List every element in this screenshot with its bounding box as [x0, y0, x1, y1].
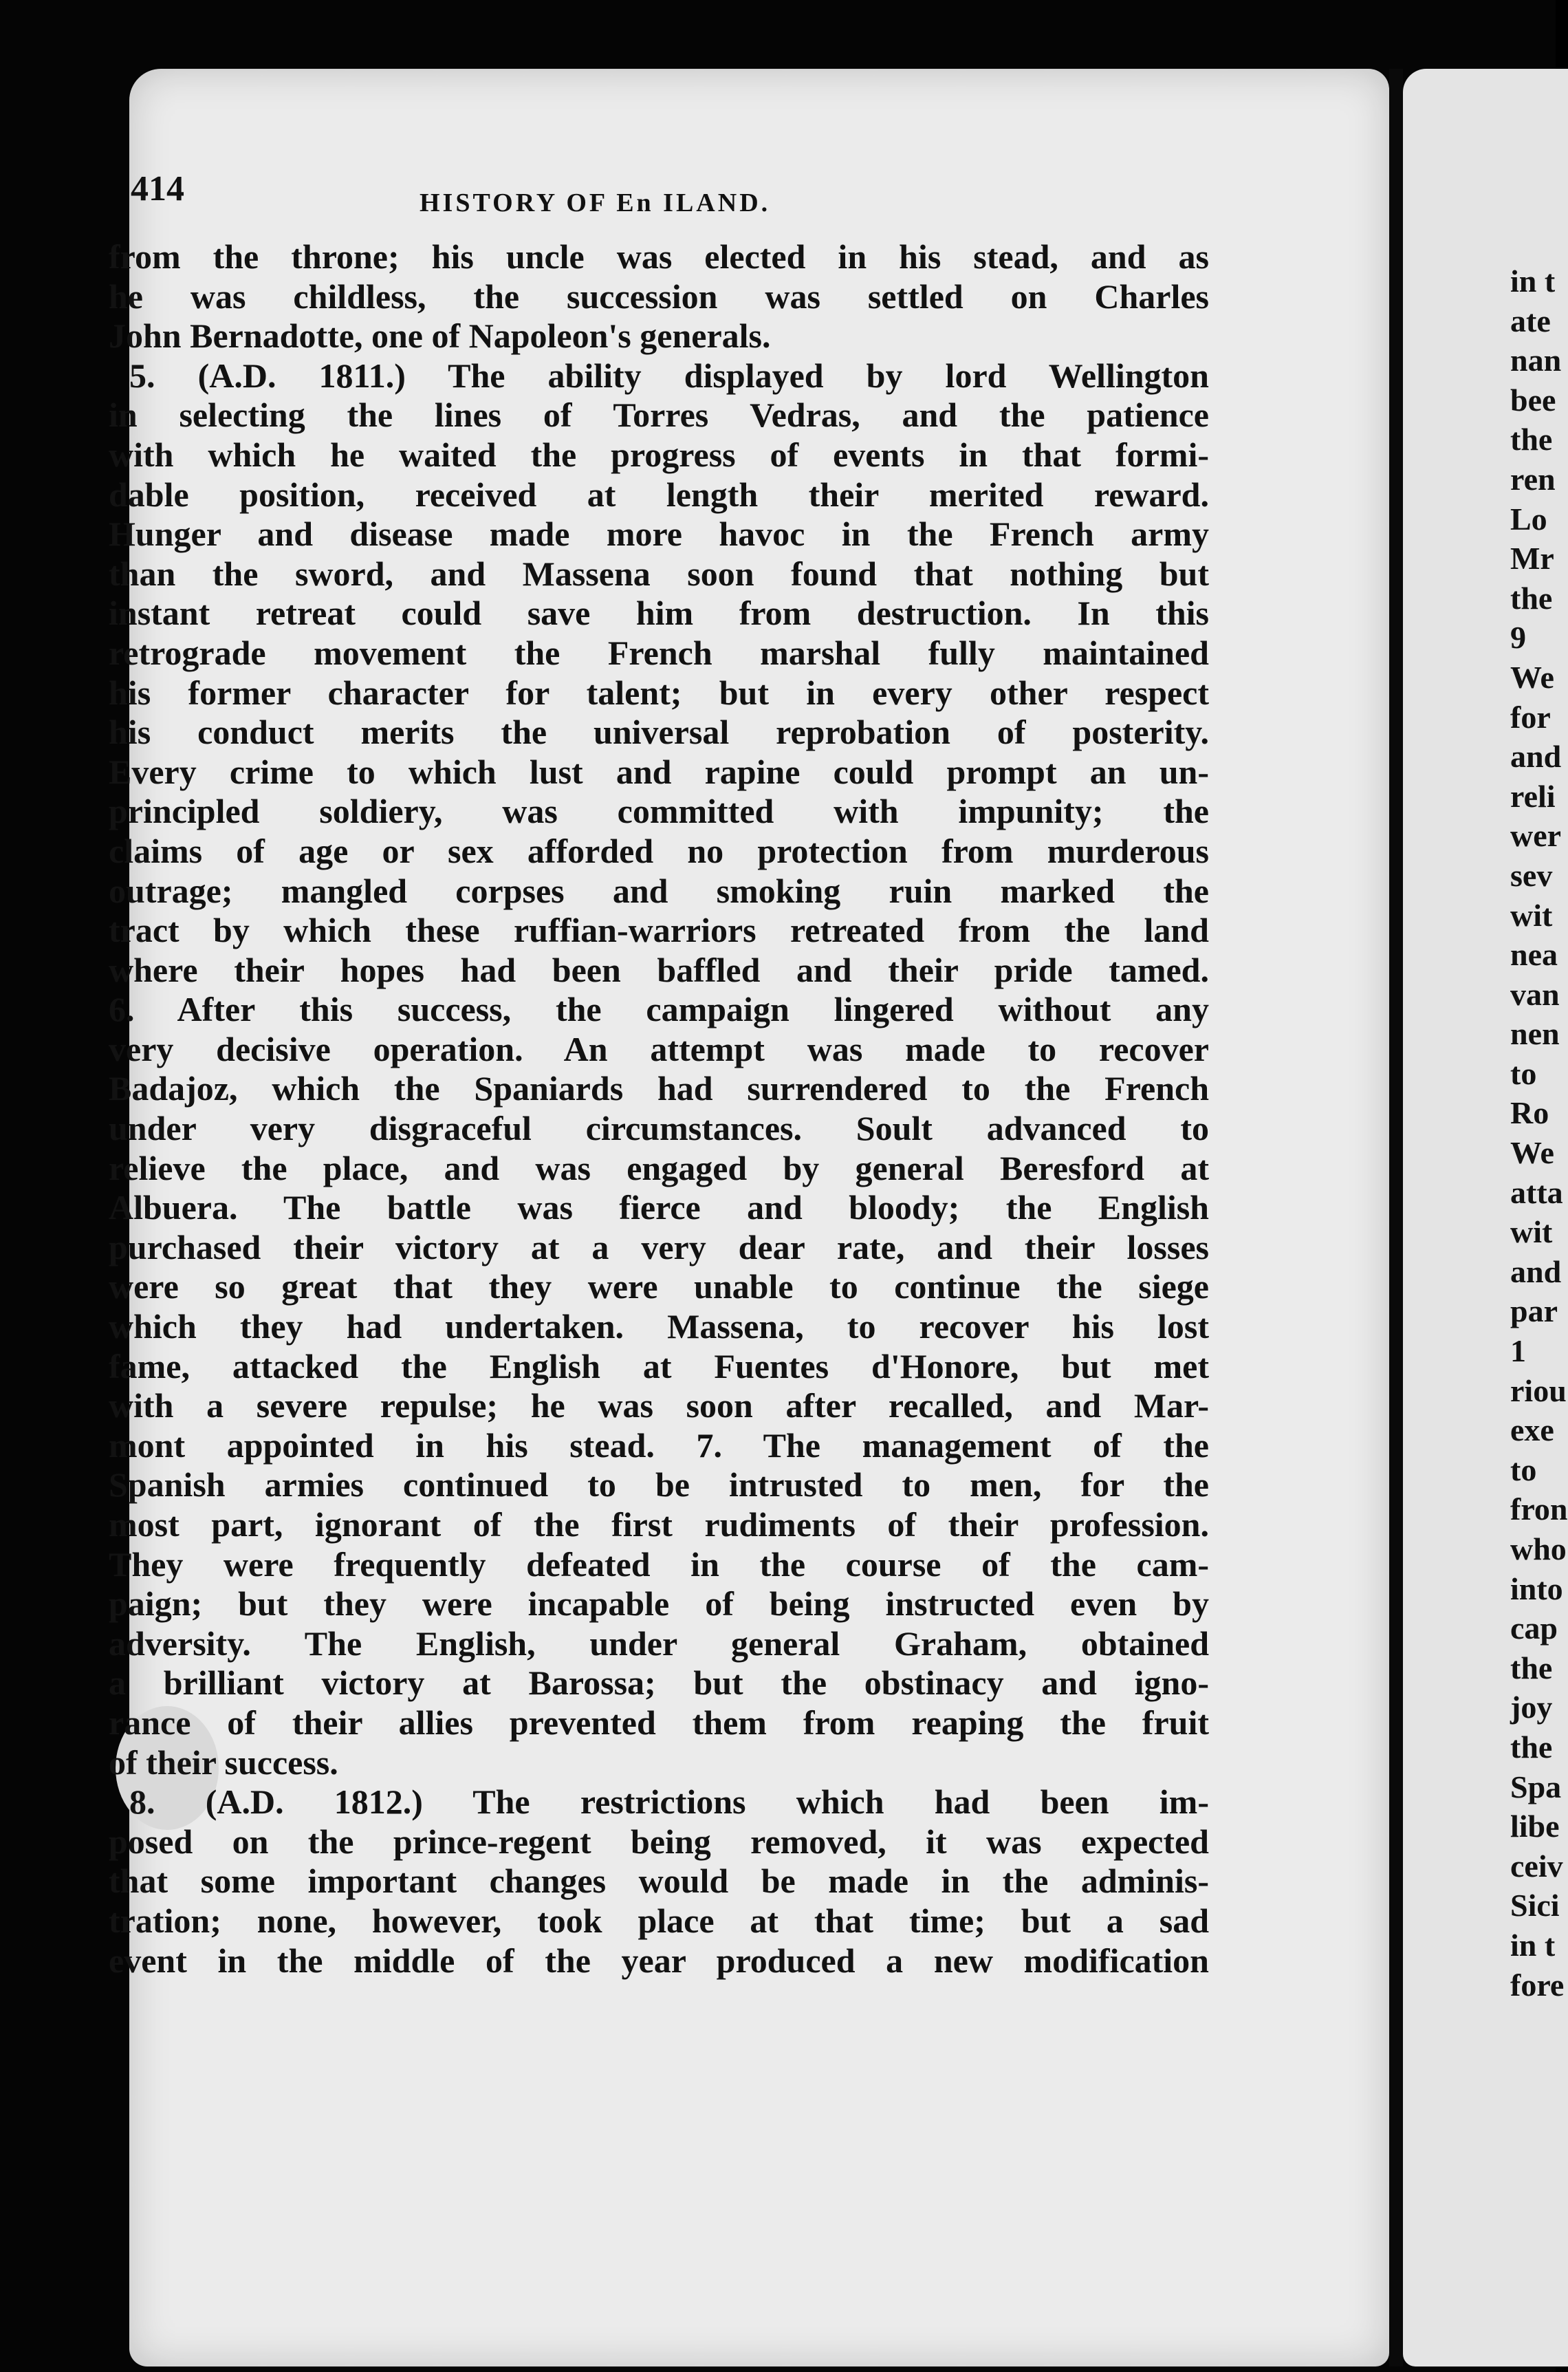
text-line: Albuera. The battle was fierce and bloody; the English [109, 1188, 1209, 1227]
text-line: retrograde movement the French marshal fully maintained [109, 633, 1209, 672]
right-page-line: wit [1510, 1214, 1553, 1250]
right-page-line: bee [1510, 382, 1556, 418]
right-page-line: in t [1510, 1927, 1556, 1963]
right-page-text-fragments [1510, 261, 1568, 2005]
text-line: Hunger and disease made more havoc in the French army [109, 515, 1209, 554]
right-page-line: ceiv [1510, 1848, 1563, 1884]
text-line: tration; none, however, took place at that time; but a sad [109, 1901, 1209, 1940]
right-page-line: 9 [1510, 620, 1526, 656]
right-page-line: sev [1510, 857, 1553, 893]
right-page-line: in t [1510, 263, 1556, 299]
right-page-line: cap [1510, 1610, 1558, 1646]
text-line: that some important changes would be made in the adminis- [109, 1862, 1209, 1901]
text-line: he was childless, the succession was settled on Charles [109, 277, 1209, 316]
right-page-line: fron [1510, 1491, 1568, 1527]
right-page-line: atta [1510, 1174, 1563, 1210]
text-line: very decisive operation. An attempt was made to recover [109, 1029, 1209, 1068]
right-page-line: exe [1510, 1412, 1554, 1448]
page-gutter [1389, 69, 1403, 2366]
text-line: dable position, received at length their merited reward. [109, 475, 1209, 514]
right-page-line: the [1510, 1729, 1553, 1765]
text-line: most part, ignorant of the first rudiments of their profession. [109, 1505, 1209, 1544]
text-line: fame, attacked the English at Fuentes d'Honore, but met [109, 1346, 1209, 1386]
right-page-line: nan [1510, 343, 1562, 378]
running-title: HISTORY OF En ILAND. [420, 188, 771, 217]
text-line: principled soldiery, was committed with impunity; the [109, 792, 1209, 831]
right-page-line: ate [1510, 303, 1551, 338]
page-number: 414 [131, 169, 184, 208]
right-page-line: Spa [1510, 1769, 1562, 1804]
right-page-line: for [1510, 699, 1551, 735]
text-line: Badajoz, which the Spaniards had surrendered to the French [109, 1069, 1209, 1108]
right-page-line: and [1510, 739, 1562, 775]
text-line: 6. After this success, the campaign lingered without any [109, 990, 1209, 1029]
text-line: under very disgraceful circumstances. Soult advanced to [109, 1109, 1209, 1148]
right-page-line: into [1510, 1571, 1563, 1606]
right-page-line: wer [1510, 818, 1562, 854]
text-line: which they had undertaken. Massena, to recover his lost [109, 1307, 1209, 1346]
text-line: with a severe repulse; he was soon after recalled, and Mar- [109, 1386, 1209, 1425]
text-line: claims of age or sex afforded no protection from murderous [109, 831, 1209, 870]
text-line: Every crime to which lust and rapine could prompt an un- [109, 752, 1209, 791]
right-page-line: We [1510, 659, 1554, 695]
text-line: John Bernadotte, one of Napoleon's generals. [109, 316, 771, 356]
right-page-line: Mr [1510, 541, 1554, 576]
right-page-line: riou [1510, 1372, 1567, 1408]
text-line: mont appointed in his stead. 7. The management of the [109, 1425, 1209, 1465]
right-page-line: van [1510, 976, 1560, 1012]
right-page-line: nea [1510, 937, 1558, 973]
right-page-line: and [1510, 1253, 1562, 1289]
right-page-line: who [1510, 1531, 1567, 1566]
text-line: 8. (A.D. 1812.) The restrictions which had been im- [129, 1782, 1209, 1822]
text-line: rance of their allies prevented them from reaping the fruit [109, 1703, 1209, 1742]
text-line: from the throne; his uncle was elected in his stead, and as [109, 237, 1209, 276]
text-line: of their success. [109, 1743, 338, 1782]
right-page-line: fore [1510, 1967, 1565, 2003]
right-page-line: Sici [1510, 1888, 1560, 1923]
right-page-line: the [1510, 422, 1553, 457]
text-line: 5. (A.D. 1811.) The ability displayed by lord Wellington [129, 356, 1209, 395]
text-line: posed on the prince-regent being removed, it was expected [109, 1822, 1209, 1861]
right-page-line: the [1510, 1650, 1553, 1685]
right-page-line: 1 [1510, 1333, 1526, 1369]
right-page-line: the [1510, 580, 1553, 616]
right-page-line: Ro [1510, 1095, 1549, 1131]
running-head [131, 169, 1204, 244]
right-page-line: ren [1510, 461, 1556, 497]
right-page-line: to [1510, 1055, 1537, 1091]
right-page-line: par [1510, 1293, 1558, 1329]
right-page-line: joy [1510, 1690, 1553, 1725]
text-line: adversity. The English, under general Graham, obtained [109, 1624, 1209, 1663]
text-line: They were frequently defeated in the course of the cam- [109, 1544, 1209, 1584]
text-line: his conduct merits the universal reprobation of posterity. [109, 713, 1209, 752]
text-line: a brilliant victory at Barossa; but the obstinacy and igno- [109, 1663, 1209, 1703]
text-line: purchased their victory at a very dear rate, and their losses [109, 1227, 1209, 1266]
text-line: with which he waited the progress of events in that formi- [109, 435, 1209, 474]
text-line: instant retreat could save him from destruction. In this [109, 594, 1209, 633]
right-page-line: nen [1510, 1016, 1560, 1052]
right-page-line: reli [1510, 778, 1556, 814]
right-page-line: wit [1510, 897, 1553, 933]
text-line: Spanish armies continued to be intrusted to men, for the [109, 1465, 1209, 1505]
text-line: tract by which these ruffian-warriors retreated from the land [109, 911, 1209, 950]
text-line: in selecting the lines of Torres Vedras, and the patience [109, 396, 1209, 435]
text-line: than the sword, and Massena soon found that nothing but [109, 554, 1209, 593]
right-page-line: We [1510, 1135, 1554, 1171]
body-text [109, 237, 1209, 1981]
text-line: event in the middle of the year produced a new modification [109, 1941, 1209, 1980]
text-line: his former character for talent; but in every other respect [109, 673, 1209, 712]
right-page-line: to [1510, 1452, 1537, 1487]
text-line: paign; but they were incapable of being instructed even by [109, 1584, 1209, 1624]
text-line: outrage; mangled corpses and smoking ruin marked the [109, 871, 1209, 910]
text-line: where their hopes had been baffled and their pride tamed. [109, 950, 1209, 989]
right-page-line: Lo [1510, 501, 1547, 537]
text-line: were so great that they were unable to continue the siege [109, 1267, 1209, 1306]
right-page-line: libe [1510, 1809, 1560, 1844]
text-line: relieve the place, and was engaged by general Beresford at [109, 1148, 1209, 1187]
